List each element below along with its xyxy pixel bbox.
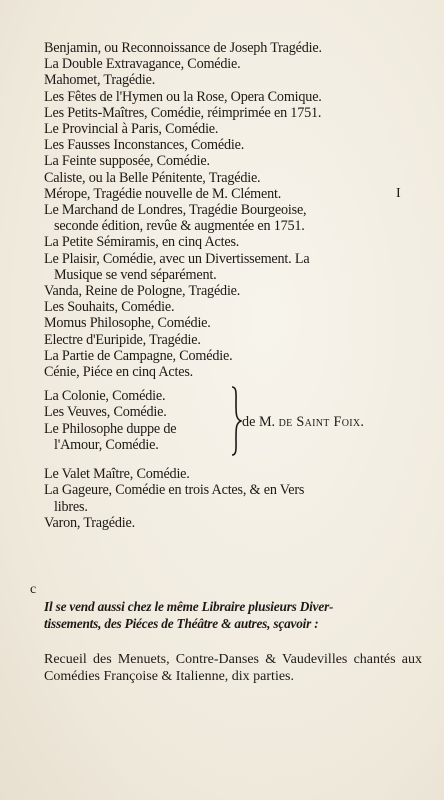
catalogue-entry-continuation: libres. [54,498,88,515]
catalogue-entry-continuation: Musique se vend séparément. [54,266,217,283]
catalogue-entry: Electre d'Euripide, Tragédie. [44,331,201,348]
margin-mark: c [30,582,37,597]
catalogue-entry: Momus Philosophe, Comédie. [44,315,211,332]
catalogue-entry: Le Valet Maître, Comédie. [44,466,190,483]
catalogue-entry: La Partie de Campagne, Comédie. [44,347,233,364]
saint-foix-group [44,388,414,456]
catalogue-entry: Les Fausses Inconstances, Comédie. [44,137,245,154]
catalogue-entry: Le Provincial à Paris, Comédie. [44,121,219,138]
catalogue-entry: Varon, Tragédie. [44,514,135,531]
notice-line: tissements, des Piéces de Théâtre & autres, sçavoir : [44,616,319,631]
catalogue-entry: Vanda, Reine de Pologne, Tragédie. [44,283,241,300]
catalogue-entry: Les Petits-Maîtres, Comédie, réimprimée en 1751. [44,104,322,121]
catalogue-entry: La Colonie, Comédie. [44,388,166,405]
catalogue-entry: Le Marchand de Londres, Tragédie Bourgeoise, [44,202,307,219]
catalogue-entry-continuation: seconde édition, revûe & augmentée en 1751. [54,218,305,235]
bookseller-notice [44,598,424,632]
catalogue-entry: Mérope, Tragédie nouvelle de M. Clément. [44,185,282,202]
catalogue-entry: La Double Extravagance, Comédie. [44,56,241,73]
catalogue-list [44,40,414,531]
attribution-name: de Saint Foix. [278,414,365,431]
margin-number: I [396,186,401,201]
group-attribution [242,414,364,430]
catalogue-entry: La Feinte supposée, Comédie. [44,153,210,170]
catalogue-entry-continuation: l'Amour, Comédie. [54,436,159,453]
catalogue-entry: Le Philosophe duppe de [44,420,177,437]
catalogue-entry: Les Veuves, Comédie. [44,404,167,421]
attribution-prefix: de M. [242,414,276,431]
notice-line: Il se vend aussi chez le même Libraire plusieurs Diver- [44,599,334,614]
catalogue-entry: Cénie, Piéce en cinq Actes. [44,364,194,381]
catalogue-entry: Le Plaisir, Comédie, avec un Divertissement. La [44,250,310,267]
catalogue-entry: Benjamin, ou Reconnoissance de Joseph Tragédie. [44,40,322,56]
catalogue-entry: Les Fêtes de l'Hymen ou la Rose, Opera Comique. [44,88,322,105]
catalogue-entry: La Petite Sémiramis, en cinq Actes. [44,234,240,251]
catalogue-entry: Mahomet, Tragédie. [44,72,156,89]
catalogue-entry: Caliste, ou la Belle Pénitente, Tragédie. [44,169,261,186]
recueil-entry: Recueil des Menuets, Contre-Danses & Vaudevilles chantés aux Comédies Françoise & Italienne, dix parties. [44,652,422,684]
catalogue-entry: La Gageure, Comédie en trois Actes, & en Vers [44,482,305,499]
curly-brace-icon [230,386,242,456]
catalogue-entry: Les Souhaits, Comédie. [44,299,175,316]
